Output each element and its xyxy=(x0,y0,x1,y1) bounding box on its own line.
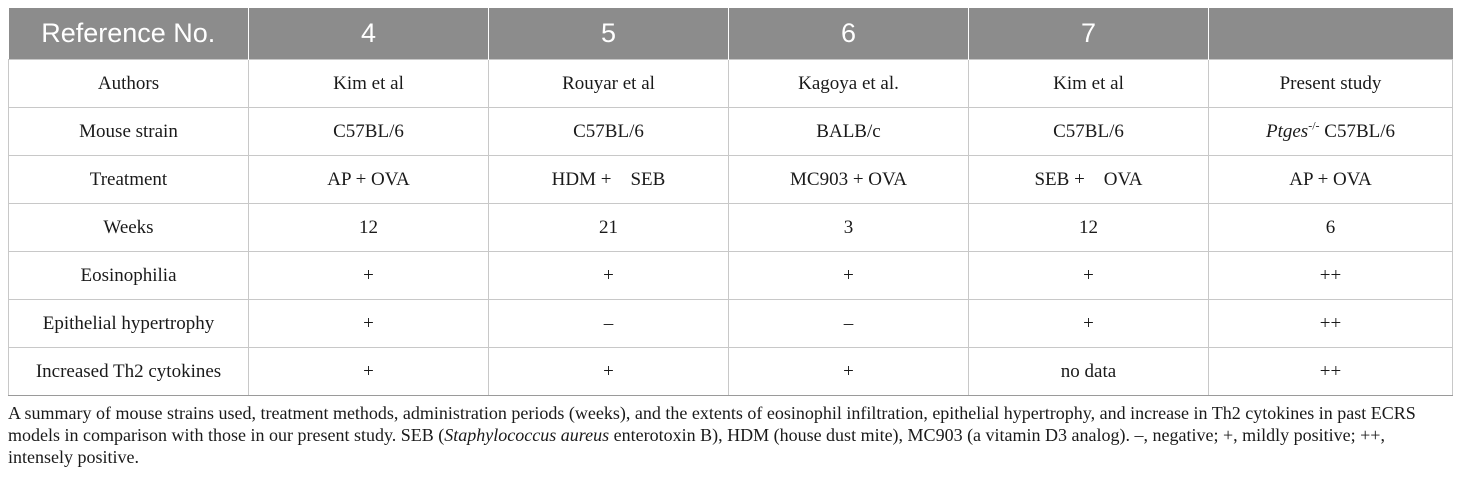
table-cell: + xyxy=(249,252,489,300)
table-cell: Kim et al xyxy=(969,60,1209,108)
row-label: Increased Th2 cytokines xyxy=(9,348,249,396)
header-cell: 7 xyxy=(969,8,1209,60)
table-row xyxy=(9,300,1453,348)
row-label: Eosinophilia xyxy=(9,252,249,300)
table-cell: ++ xyxy=(1209,252,1453,300)
table-cell: – xyxy=(489,300,729,348)
table-cell: MC903 + OVA xyxy=(729,156,969,204)
table-row xyxy=(9,204,1453,252)
header-cell: Reference No. xyxy=(9,8,249,60)
table-cell: 3 xyxy=(729,204,969,252)
table-cell: C57BL/6 xyxy=(969,108,1209,156)
table-cell: + xyxy=(969,300,1209,348)
table-cell: – xyxy=(729,300,969,348)
table-cell: AP + OVA xyxy=(1209,156,1453,204)
table-cell: + xyxy=(729,348,969,396)
table-cell xyxy=(1209,108,1453,156)
table-row xyxy=(9,60,1453,108)
row-label: Epithelial hypertrophy xyxy=(9,300,249,348)
table-cell: Present study xyxy=(1209,60,1453,108)
table-cell: + xyxy=(249,348,489,396)
table-container xyxy=(8,8,1452,468)
table-cell: C57BL/6 xyxy=(249,108,489,156)
table-cell: AP + OVA xyxy=(249,156,489,204)
row-label: Treatment xyxy=(9,156,249,204)
table-row xyxy=(9,348,1453,396)
table-cell: HDM + SEB xyxy=(489,156,729,204)
table-cell: + xyxy=(969,252,1209,300)
table-header-row xyxy=(9,8,1453,60)
header-cell: 6 xyxy=(729,8,969,60)
header-cell xyxy=(1209,8,1453,60)
caption-text: A summary of mouse strains used, treatment methods, administration periods (weeks), and the extents of eosinophil infiltration, epithelial hypertrophy, and increase in Th2 cytokines in past ECRS models in comparison with those in our present study. SEB ( xyxy=(8,403,1416,445)
table-row xyxy=(9,108,1453,156)
table-cell: BALB/c xyxy=(729,108,969,156)
genotype-superscript: -/- xyxy=(1308,118,1320,133)
table-row xyxy=(9,252,1453,300)
table-cell: 12 xyxy=(969,204,1209,252)
table-cell: ++ xyxy=(1209,348,1453,396)
row-label: Weeks xyxy=(9,204,249,252)
table-cell: Kim et al xyxy=(249,60,489,108)
header-cell: 4 xyxy=(249,8,489,60)
table-cell: + xyxy=(729,252,969,300)
caption-text: enterotoxin B), HDM (house dust mite), MC903 (a vitamin D3 analog). –, negative; +, mildly positive; ++, intensely positive. xyxy=(8,425,1385,467)
caption-species-italic: Staphylococcus aureus xyxy=(444,425,610,445)
table-cell: ++ xyxy=(1209,300,1453,348)
table-cell: + xyxy=(249,300,489,348)
table-cell: SEB + OVA xyxy=(969,156,1209,204)
table-cell: Kagoya et al. xyxy=(729,60,969,108)
table-caption xyxy=(8,402,1452,468)
table-cell: Rouyar et al xyxy=(489,60,729,108)
table-cell: + xyxy=(489,252,729,300)
table-cell: + xyxy=(489,348,729,396)
row-label: Mouse strain xyxy=(9,108,249,156)
table-cell: 6 xyxy=(1209,204,1453,252)
table-cell: 21 xyxy=(489,204,729,252)
row-label: Authors xyxy=(9,60,249,108)
table-cell: C57BL/6 xyxy=(489,108,729,156)
table-cell: 12 xyxy=(249,204,489,252)
table-cell: no data xyxy=(969,348,1209,396)
strain-text: C57BL/6 xyxy=(1319,120,1396,142)
comparison-table xyxy=(8,8,1453,396)
header-cell: 5 xyxy=(489,8,729,60)
gene-name-italic: Ptges xyxy=(1265,120,1309,142)
table-row xyxy=(9,156,1453,204)
